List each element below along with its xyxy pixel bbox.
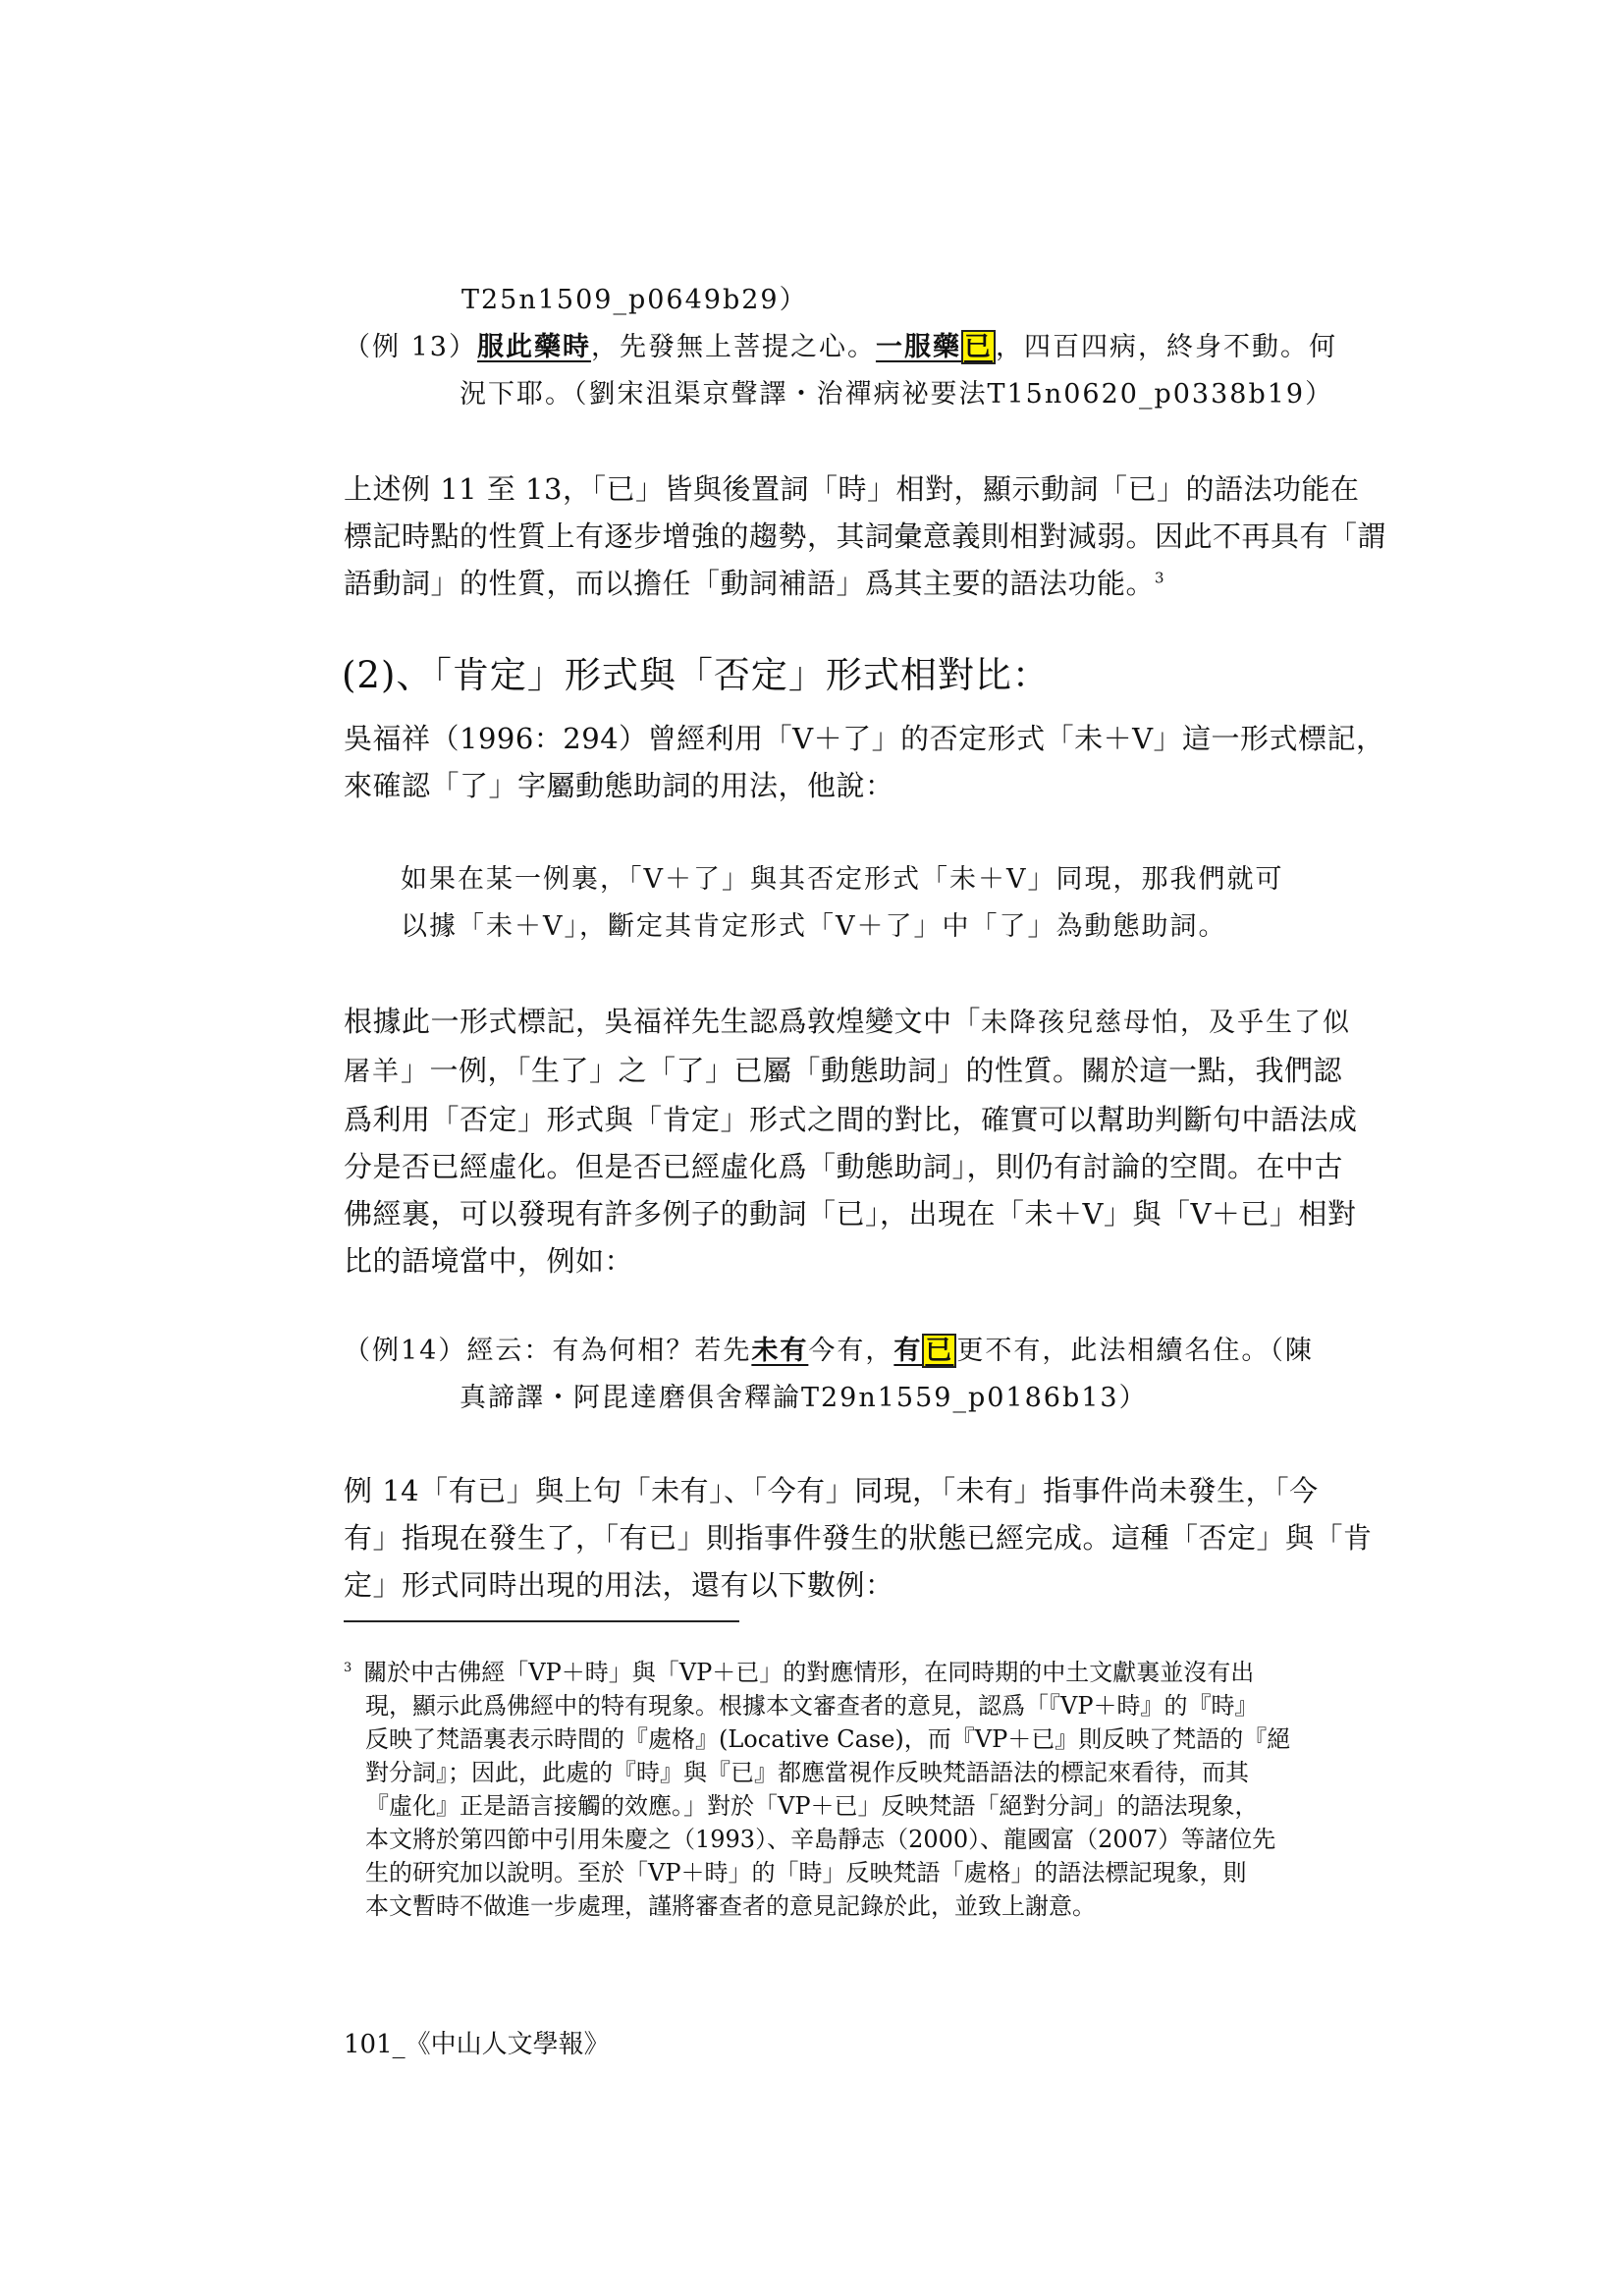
footnote-text: 」對於「VP＋已」反映梵語「絕對分詞」的語法現象， <box>683 1792 1259 1820</box>
example-13-line-1 <box>344 324 1337 371</box>
paragraph-4-line: 例 14「有已」與上句「未有」、「今有」同現，「未有」指事件尚未發生，「今 <box>344 1474 1319 1507</box>
example-14 <box>344 1328 1314 1422</box>
paragraph-3-text: 根據此一形式標記，吳福祥先生認爲敦煌變文中「 <box>344 1005 982 1038</box>
paragraph-3-line: 比的語境當中，例如： <box>344 1244 634 1278</box>
example-13-underlined-1: 服此藥時 <box>476 332 591 362</box>
example-13-line-2: 況下耶。（劉宋沮渠京聲譯・治禪病祕要法T15n0620_p0338b19） <box>460 379 1334 410</box>
section-heading-block <box>342 652 1050 699</box>
paragraph-3-line: 爲利用「否定」形式與「肯定」形式之間的對比，確實可以幫助判斷句中語法成 <box>344 1103 1358 1136</box>
footnote-line <box>344 1789 1290 1823</box>
block-quote-line: 以據「未＋V」，斷定其肯定形式「V＋了」中「了」為動態助詞。 <box>401 911 1227 942</box>
footnote-line: 生的研究加以說明。至於「VP＋時」的「時」反映梵語「處格」的語法標記現象，則 <box>365 1859 1247 1886</box>
paragraph-4 <box>344 1467 1373 1609</box>
paragraph-3-text: 」一例，「生了」之「了」已屬「動態助詞」的性質。關於這一點，我們認 <box>401 1054 1343 1087</box>
paragraph-2-line: 吳福祥（1996：294）曾經利用「V＋了」的否定形式「未＋V」這一形式標記， <box>344 722 1385 755</box>
paragraph-3-line: 分是否已經虛化。但是否已經虛化爲「動態助詞」，則仍有討論的空間。在中古 <box>344 1150 1344 1183</box>
footnote-number: 3 <box>344 1661 352 1675</box>
paragraph-2 <box>344 715 1385 809</box>
example-14-text: 經云：有為何相？若先 <box>466 1336 752 1366</box>
paragraph-3-line: 佛經裏，可以發現有許多例子的動詞「已」，出現在「未＋V」與「V＋已」相對 <box>344 1197 1357 1230</box>
example-14-text: 更不有，此法相續名住。（陳 <box>956 1336 1314 1366</box>
paragraph-1-line: 上述例 11 至 13，「已」皆與後置詞「時」相對，顯示動詞「已」的語法功能在 <box>344 472 1360 506</box>
footnote-reference: 3 <box>1155 569 1165 587</box>
paragraph-3-line <box>344 998 1358 1047</box>
footnote-text: 『虛化』正是語言接觸的效應。 <box>365 1792 683 1820</box>
footnote-line: 現，顯示此爲佛經中的特有現象。根據本文審查者的意見，認爲「『VP＋時』的『時』 <box>365 1692 1259 1720</box>
footnote-line: 本文暫時不做進一步處理，謹將審查者的意見記錄於此，並致上謝意。 <box>365 1892 1096 1920</box>
example-13 <box>344 277 1337 418</box>
footnote-line: 對分詞』；因此，此處的『時』與『已』都應當視作反映梵語語法的標記來看待，而其 <box>365 1759 1249 1786</box>
example-13-label: （例 13） <box>344 332 477 362</box>
footnote-line: 反映了梵語裏表示時間的『處格』(Locative Case)，而『VP＋已』則反映了梵語的『絕 <box>365 1725 1291 1753</box>
footnote-text: 關於中古佛經「VP＋時」與「VP＋已」的對應情形，在同時期的中土文獻裏並沒有出 <box>363 1659 1255 1686</box>
paragraph-4-line: 定」形式同時出現的用法，還有以下數例： <box>344 1568 894 1602</box>
footnote-line <box>344 1656 1290 1689</box>
section-heading: (2)、「肯定」形式與「否定」形式相對比： <box>342 654 1050 696</box>
example-14-highlight: 已 <box>922 1334 956 1368</box>
example-14-line-2: 真諦譯・阿毘達磨俱舍釋論T29n1559_p0186b13） <box>460 1383 1148 1413</box>
example-13-highlight: 已 <box>961 330 996 364</box>
example-14-label: （例14） <box>344 1336 467 1366</box>
quoted-verse-end: 屠羊 <box>344 1057 401 1087</box>
example-13-text-2: ，四百四病，終身不動。何 <box>995 332 1337 362</box>
example-14-line-1 <box>344 1328 1314 1375</box>
paragraph-1-line: 標記時點的性質上有逐步增強的趨勢，其詞彙意義則相對減弱。因此不再具有「謂 <box>344 519 1387 553</box>
footnote <box>344 1656 1290 1923</box>
paragraph-1 <box>344 465 1386 607</box>
example-13-text-1: ，先發無上菩提之心。 <box>590 332 876 362</box>
block-quote <box>401 856 1284 951</box>
paragraph-3 <box>344 998 1358 1285</box>
paragraph-2-line: 來確認「了」字屬動態助詞的用法，他說： <box>344 769 894 802</box>
paragraph-1-line <box>344 560 1386 607</box>
example-14-text: 今有， <box>808 1336 894 1366</box>
paragraph-3-line <box>344 1047 1358 1096</box>
footnote-line: 本文將於第四節中引用朱慶之（1993）、辛島靜志（2000）、龍國富（2007）等諸位先 <box>365 1826 1276 1853</box>
paragraph-1-text: 語動詞」的性質，而以擔任「動詞補語」爲其主要的語法功能。 <box>344 567 1156 600</box>
page-footer: 101_《中山人文學報》 <box>344 2030 610 2059</box>
paragraph-4-line: 有」指現在發生了，「有已」則指事件發生的狀態已經完成。這種「否定」與「肯 <box>344 1521 1373 1555</box>
example-13-continuation: T25n1509_p0649b29） <box>461 285 808 315</box>
example-14-underlined-1: 未有 <box>751 1336 809 1366</box>
footnote-separator <box>344 1620 739 1622</box>
example-14-underlined-2: 有 <box>893 1336 923 1366</box>
quoted-verse: 未降孩兒慈母怕，及乎生了似 <box>981 1008 1352 1038</box>
example-13-underlined-2: 一服藥 <box>875 332 961 362</box>
block-quote-line: 如果在某一例裏，「V＋了」與其否定形式「未＋V」同現，那我們就可 <box>401 864 1284 895</box>
